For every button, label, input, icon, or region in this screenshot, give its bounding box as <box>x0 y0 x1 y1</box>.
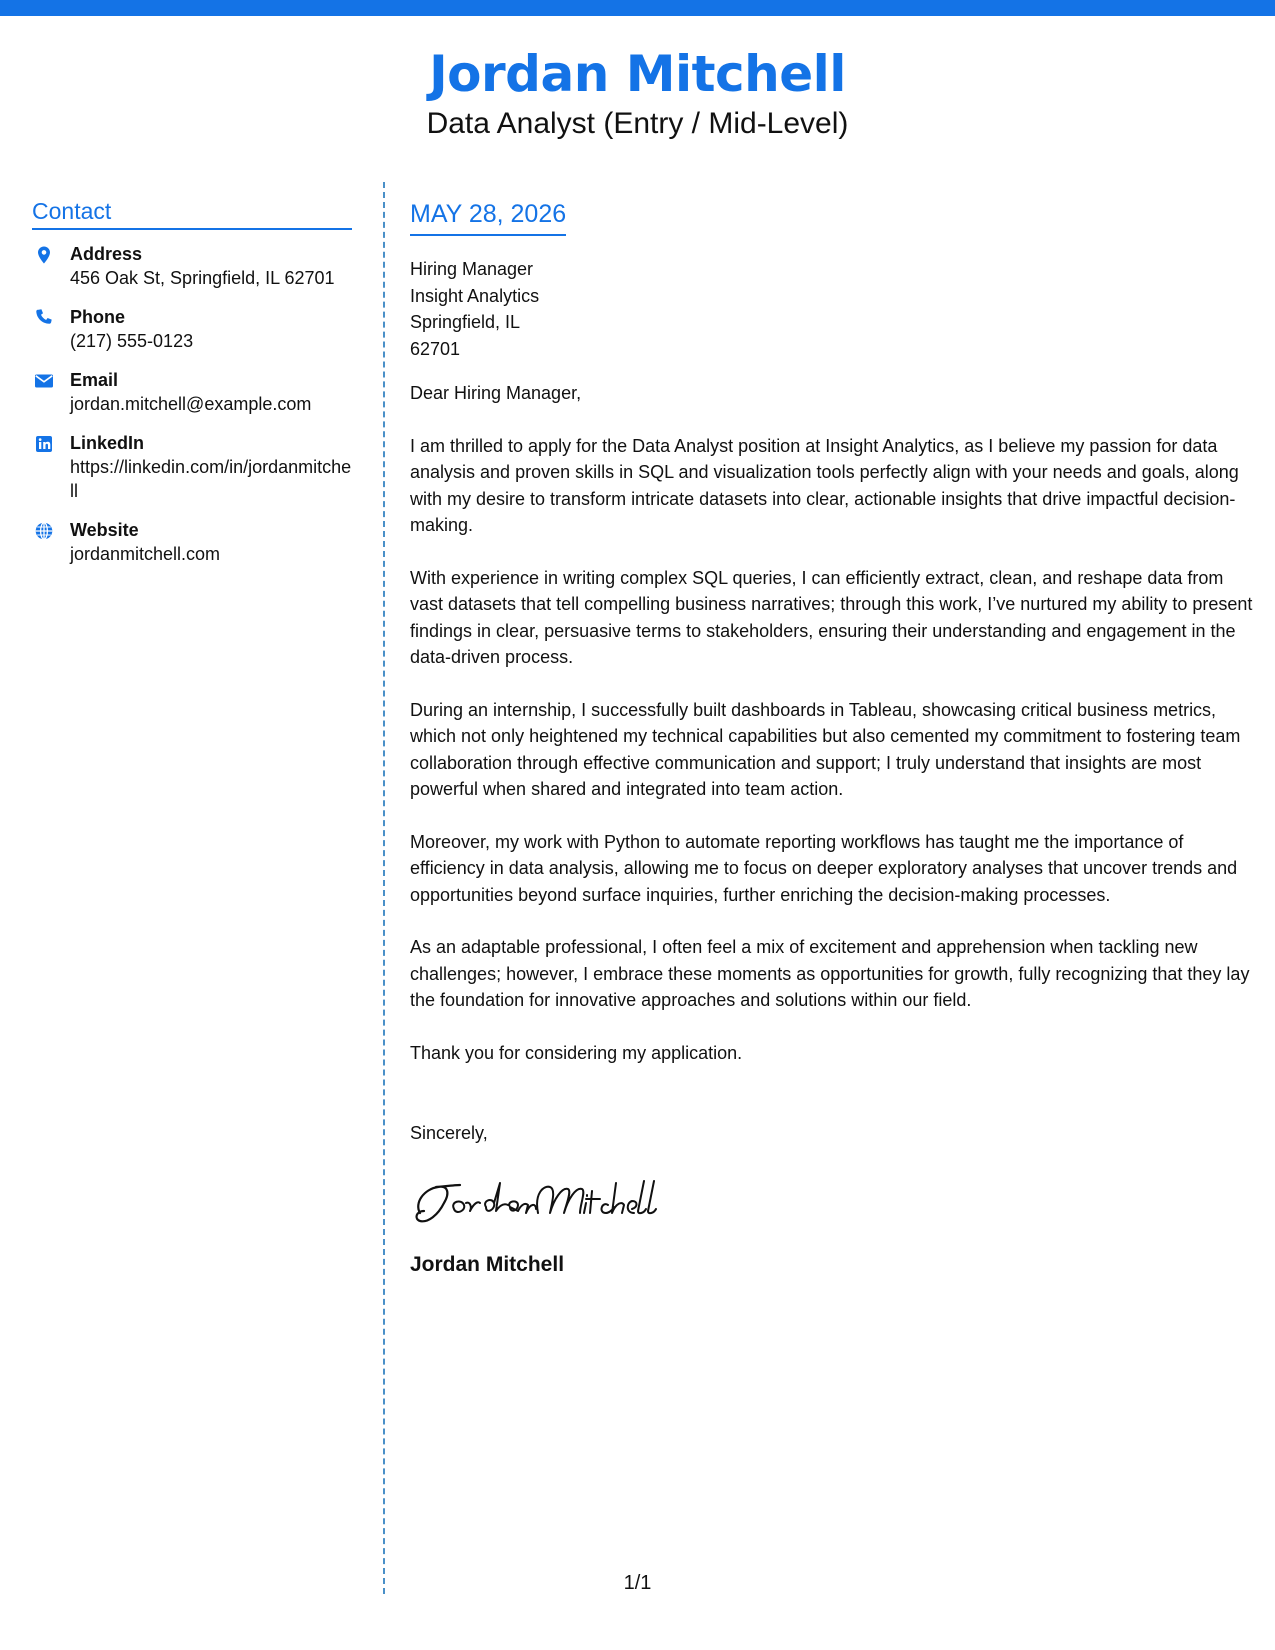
letter-paragraph: With experience in writing complex SQL queries, I can efficiently extract, clean, and reshape data from vast datasets that tell compelling business narratives; through this work, I’ve nurtured my ability to present findings in clear, persuasive terms to stakeholders, ensuring their understanding and engagement in the data-driven process. <box>410 567 1253 667</box>
contact-label: Email <box>70 370 119 390</box>
letter-paragraph: During an internship, I successfully built dashboards in Tableau, showcasing critical business metrics, which not only heightened my technical capabilities but also cemented my commitment to fostering team collaboration through effective communication and support; I truly understand that insights are most powerful when shared and integrated into team action. <box>410 699 1241 799</box>
contact-website <box>32 518 352 566</box>
map-pin-icon <box>34 245 54 265</box>
email-icon <box>34 371 54 391</box>
letter-body <box>410 198 1255 1279</box>
closing: Sincerely, <box>410 1123 488 1143</box>
applicant-name: Jordan Mitchell <box>429 45 846 103</box>
contact-address <box>32 242 352 290</box>
letter-paragraph: I am thrilled to apply for the Data Analyst position at Insight Analytics, as I believe my passion for data analysis and proven skills in SQL and visualization tools perfectly align with your needs and goals, along with my desire to transform intricate datasets into clear, actionable insights that drive impactful decision-making. <box>410 435 1239 535</box>
salutation: Dear Hiring Manager, <box>410 383 582 403</box>
contact-email <box>32 368 352 416</box>
linkedin-icon <box>34 434 54 454</box>
contact-sidebar <box>32 196 352 581</box>
contact-label: Website <box>70 520 139 540</box>
contact-heading: Contact <box>32 196 352 230</box>
recipient-line: Insight Analytics <box>410 285 540 306</box>
contact-list <box>32 242 352 566</box>
contact-label: Address <box>70 244 143 264</box>
letter-paragraph: Moreover, my work with Python to automate reporting workflows has taught me the importance of efficiency in data analysis, allowing me to focus on deeper exploratory analyses that uncover trends and opportunities beyond surface inquiries, further enriching the decision-making processes. <box>410 831 1238 905</box>
globe-icon <box>34 521 54 541</box>
contact-value: 456 Oak St, Springfield, IL 62701 <box>70 268 335 288</box>
letter-date: MAY 28, 2026 <box>410 198 566 236</box>
contact-value: (217) 555-0123 <box>70 331 194 351</box>
contact-label: Phone <box>70 307 126 327</box>
recipient-line: Springfield, IL <box>410 312 521 332</box>
recipient-block <box>410 256 1255 362</box>
phone-icon <box>34 308 54 328</box>
letter-paragraph: Thank you for considering my application. <box>410 1042 743 1063</box>
recipient-line: 62701 <box>410 338 461 359</box>
column-divider <box>383 182 385 1594</box>
contact-value[interactable]: jordanmitchell.com <box>70 544 221 564</box>
applicant-role: Data Analyst (Entry / Mid-Level) <box>426 107 849 140</box>
signer-name: Jordan Mitchell <box>410 1252 565 1276</box>
recipient-line: Hiring Manager <box>410 259 534 279</box>
contact-value[interactable]: https://linkedin.com/in/jordanmitchell <box>70 457 352 501</box>
contact-value: jordan.mitchell@example.com <box>70 394 312 414</box>
contact-phone <box>32 305 352 353</box>
signature-graphic <box>410 1173 670 1233</box>
page-number: 1/1 <box>623 1572 652 1594</box>
contact-linkedin <box>32 431 352 503</box>
top-accent-bar <box>0 0 1275 16</box>
contact-label: LinkedIn <box>70 433 145 453</box>
document-header <box>0 44 1275 142</box>
letter-paragraph: As an adaptable professional, I often feel a mix of excitement and apprehension when tackling new challenges; however, I embrace these moments as opportunities for growth, fully recognizing that they lay the foundation for innovative approaches and solutions within our field. <box>410 937 1250 1010</box>
handwritten-signature <box>410 1173 1255 1233</box>
